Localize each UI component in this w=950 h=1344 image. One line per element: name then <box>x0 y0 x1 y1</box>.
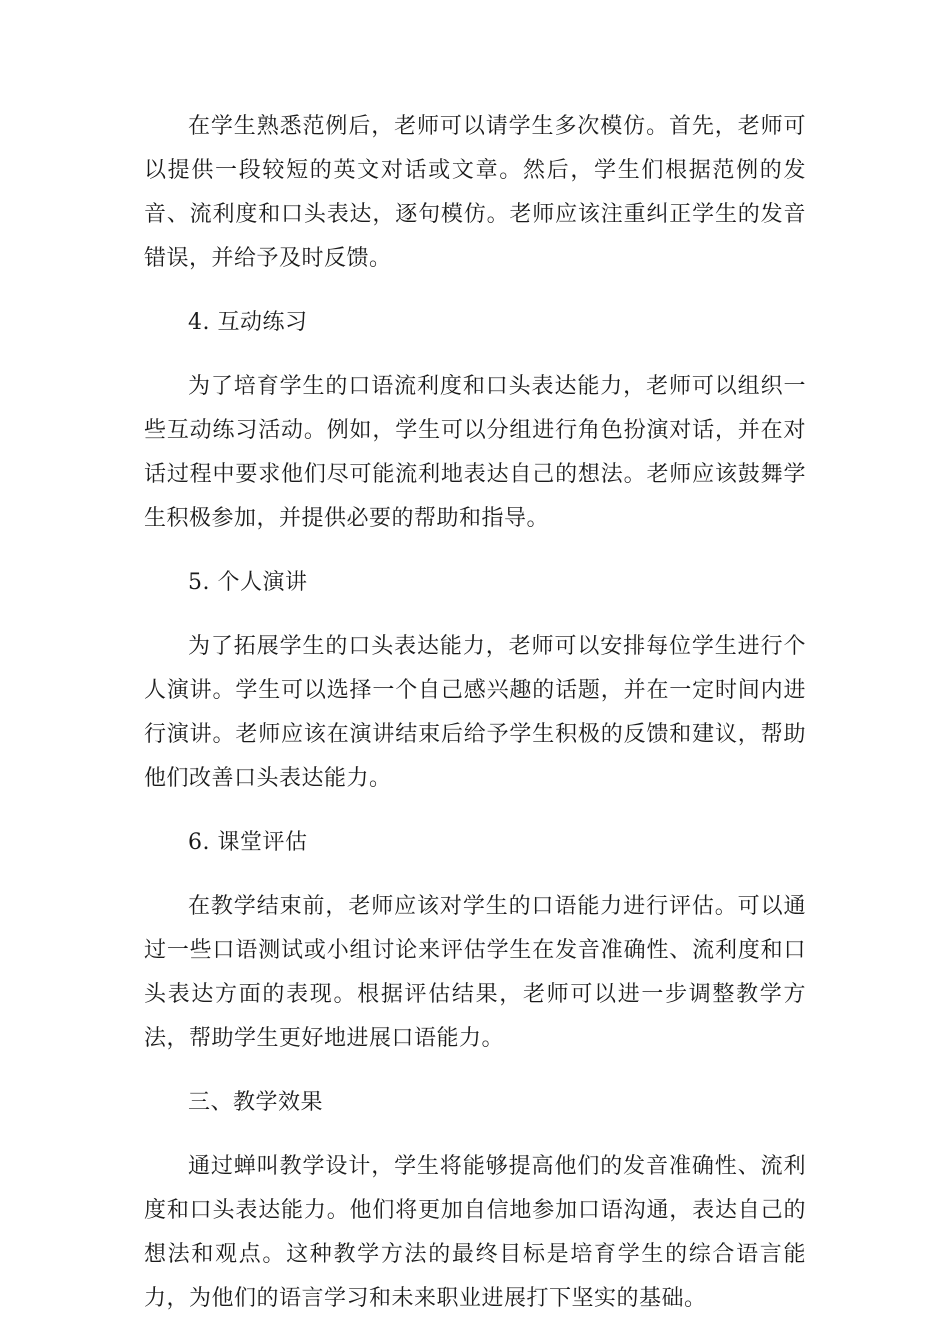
paragraph-classroom-assessment: 在教学结束前，老师应该对学生的口语能力进行评估。可以通过一些口语测试或小组讨论来评估学生在发音准确性、流利度和口头表达方面的表现。根据评估结果，老师可以进一步调整教学方法，帮助学生更好地进展口语能力。 <box>144 894 806 1051</box>
paragraph-personal-speech: 为了拓展学生的口头表达能力，老师可以安排每位学生进行个人演讲。学生可以选择一个自己感兴趣的话题，并在一定时间内进行演讲。老师应该在演讲结束后给予学生积极的反馈和建议，帮助他们改善口头表达能力。 <box>144 634 806 791</box>
heading-classroom-assessment: 6. 课堂评估 <box>188 830 308 855</box>
heading-teaching-effect: 三、教学效果 <box>188 1090 324 1115</box>
paragraph-teaching-effect: 通过蝉叫教学设计，学生将能够提高他们的发音准确性、流利度和口头表达能力。他们将更加自信地参加口语沟通，表达自己的想法和观点。这种教学方法的最终目标是培育学生的综合语言能力，为他们的语言学习和未来职业进展打下坚实的基础。 <box>144 1154 806 1311</box>
heading-interactive-practice: 4. 互动练习 <box>188 310 308 335</box>
paragraph-imitation: 在学生熟悉范例后，老师可以请学生多次模仿。首先，老师可以提供一段较短的英文对话或文章。然后，学生们根据范例的发音、流利度和口头表达，逐句模仿。老师应该注重纠正学生的发音错误，并给予及时反馈。 <box>144 114 806 271</box>
paragraph-interactive-practice: 为了培育学生的口语流利度和口头表达能力，老师可以组织一些互动练习活动。例如，学生可以分组进行角色扮演对话，并在对话过程中要求他们尽可能流利地表达自己的想法。老师应该鼓舞学生积极参加，并提供必要的帮助和指导。 <box>144 374 806 531</box>
heading-personal-speech: 5. 个人演讲 <box>188 570 308 595</box>
document-page <box>144 105 806 1341</box>
